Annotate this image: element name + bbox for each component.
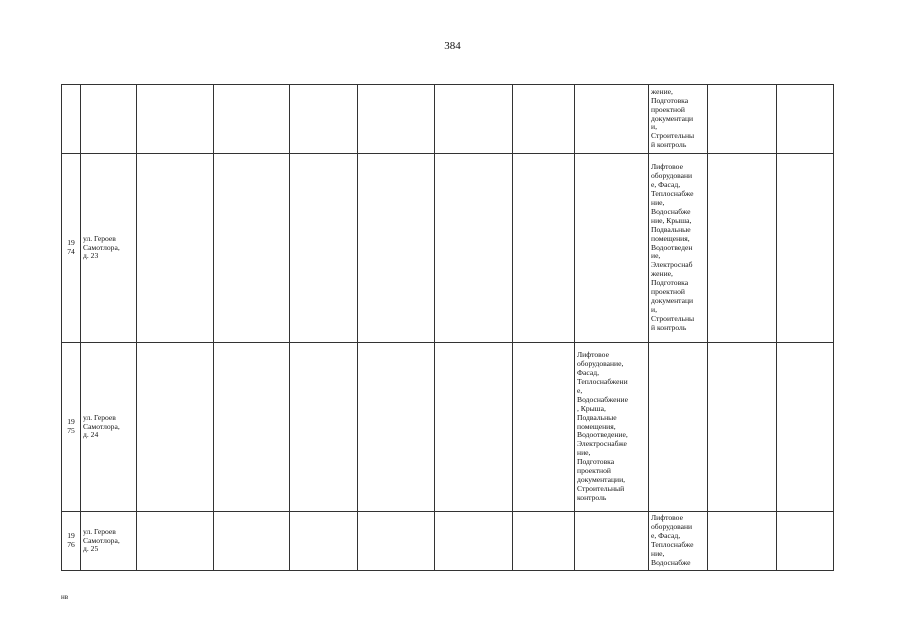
- empty-cell: [777, 512, 834, 571]
- empty-cell: [137, 343, 214, 512]
- works-cell: Лифтовое оборудовани е, Фасад, Теплоснабже ние, Водоснабже: [649, 512, 708, 571]
- address-cell: ул. Героев Самотлора, д. 23: [81, 154, 137, 343]
- empty-cell: [513, 343, 575, 512]
- works-cell: Лифтовое оборудовани е, Фасад, Теплоснабже ние, Водоснабже ние, Крыша, Подвальные помещения, Водоотведен ие, Электроснаб жение, Подготовка проектной документаци и, Строительны й контроль: [649, 154, 708, 343]
- repair-schedule-table: [61, 84, 834, 571]
- empty-cell: [290, 512, 358, 571]
- empty-cell: [513, 85, 575, 154]
- empty-cell: [290, 154, 358, 343]
- empty-cell: [214, 85, 290, 154]
- address-cell: [81, 85, 137, 154]
- works-cell: [575, 512, 649, 571]
- empty-cell: [708, 85, 777, 154]
- row-number-cell: [62, 85, 81, 154]
- empty-cell: [435, 343, 513, 512]
- empty-cell: [777, 154, 834, 343]
- table-row: [62, 512, 834, 571]
- empty-cell: [290, 85, 358, 154]
- works-cell: Лифтовое оборудование, Фасад, Теплоснабжени е, Водоснабжение , Крыша, Подвальные помещения, Водоотведение, Электроснабже ние, Подготовка проектной документации, Строительный контроль: [575, 343, 649, 512]
- empty-cell: [435, 85, 513, 154]
- empty-cell: [214, 512, 290, 571]
- works-cell: жение, Подготовка проектной документаци и, Строительны й контроль: [649, 85, 708, 154]
- empty-cell: [214, 343, 290, 512]
- row-number-cell: 19 76: [62, 512, 81, 571]
- page-number: 384: [444, 40, 461, 52]
- address-cell: ул. Героев Самотлора, д. 25: [81, 512, 137, 571]
- empty-cell: [435, 154, 513, 343]
- empty-cell: [708, 512, 777, 571]
- empty-cell: [137, 85, 214, 154]
- empty-cell: [137, 512, 214, 571]
- empty-cell: [358, 343, 435, 512]
- row-number-cell: 19 75: [62, 343, 81, 512]
- empty-cell: [777, 343, 834, 512]
- address-cell: ул. Героев Самотлора, д. 24: [81, 343, 137, 512]
- empty-cell: [513, 512, 575, 571]
- works-cell: [575, 154, 649, 343]
- works-cell: [575, 85, 649, 154]
- empty-cell: [358, 85, 435, 154]
- empty-cell: [214, 154, 290, 343]
- empty-cell: [513, 154, 575, 343]
- empty-cell: [708, 154, 777, 343]
- empty-cell: [708, 343, 777, 512]
- table-row: [62, 343, 834, 512]
- table-row: [62, 85, 834, 154]
- table-row: [62, 154, 834, 343]
- empty-cell: [137, 154, 214, 343]
- empty-cell: [358, 512, 435, 571]
- empty-cell: [358, 154, 435, 343]
- works-cell: [649, 343, 708, 512]
- empty-cell: [290, 343, 358, 512]
- row-number-cell: 19 74: [62, 154, 81, 343]
- empty-cell: [777, 85, 834, 154]
- footer-note: нв: [61, 593, 69, 601]
- empty-cell: [435, 512, 513, 571]
